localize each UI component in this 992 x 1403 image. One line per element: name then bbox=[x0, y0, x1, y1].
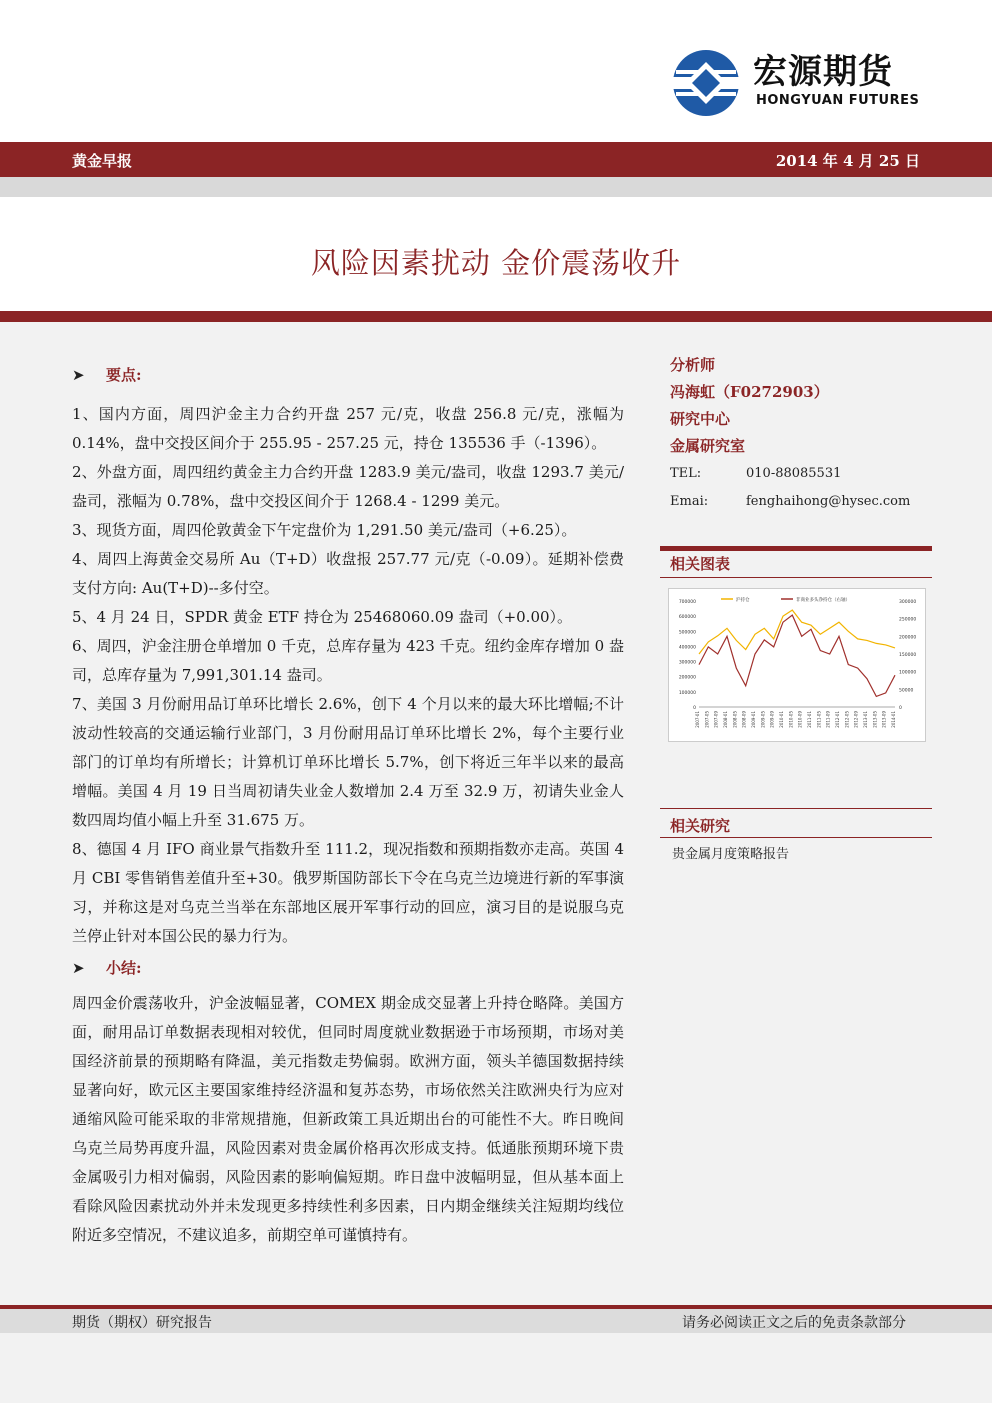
x-axis-tick-label: 2012-05 bbox=[844, 711, 850, 728]
report-type-band bbox=[0, 142, 992, 177]
band-shadow bbox=[0, 177, 992, 197]
series-line bbox=[699, 615, 895, 696]
arrow-bullet-icon: ➤ bbox=[72, 366, 85, 384]
right-axis-tick-label: 250000 bbox=[899, 617, 917, 623]
x-axis-tick-label: 2010-05 bbox=[788, 711, 794, 728]
right-axis-tick-label: 100000 bbox=[899, 670, 917, 676]
related-chart bbox=[668, 588, 926, 742]
x-axis-tick-label: 2013-05 bbox=[872, 711, 878, 728]
right-axis-tick-label: 150000 bbox=[899, 653, 917, 658]
left-axis-tick-label: 700000 bbox=[678, 600, 696, 605]
key-point-item: 5、4 月 24 日，SPDR 黄金 ETF 持仓为 25468060.09 盎司（+0.00）。 bbox=[72, 608, 573, 626]
research-heading-rule bbox=[660, 837, 932, 838]
main-column bbox=[72, 358, 624, 1250]
key-points-heading-label: 要点: bbox=[106, 366, 142, 384]
left-axis-tick-label: 500000 bbox=[678, 630, 696, 636]
right-axis-tick-label: 0 bbox=[899, 706, 902, 711]
key-point-item: 7、美国 3 月份耐用品订单环比增长 2.6%，创下 4 个月以来的最大环比增幅;不计波动性较高的交通运输行业部门，3 月份耐用品订单环比增长 2%，每个主要行业部门的订单均有所增长；计算机订单环比增长 5.7%，创下将近三年半以来的最高增幅。美国 4 月 19 日当周初请失业金人数增加 2.4 万至 32.9 万，初请失业金人数四周均值小幅上升至 31.675 万。 bbox=[72, 695, 624, 829]
research-dept: 金属研究室 bbox=[670, 437, 746, 455]
footer-left-text: 期货（期权）研究报告 bbox=[72, 1315, 212, 1331]
email-value[interactable]: fenghaihong@hysec.com bbox=[746, 494, 911, 509]
research-center: 研究中心 bbox=[670, 410, 731, 428]
left-axis-tick-label: 100000 bbox=[678, 690, 696, 696]
x-axis-tick-label: 2008-09 bbox=[741, 711, 747, 728]
sidebar bbox=[670, 352, 932, 516]
report-title: 风险因素扰动 金价震荡收升 bbox=[310, 246, 682, 280]
left-axis-tick-label: 600000 bbox=[678, 615, 696, 621]
right-axis-tick-label: 300000 bbox=[899, 600, 917, 605]
key-point-item: 1、国内方面，周四沪金主力合约开盘 257 元/克，收盘 256.8 元/克，涨幅为 0.14%，盘中交投区间介于 255.95 - 257.25 元，持仓 135536 手（-1396）。 bbox=[72, 405, 624, 452]
chart-section-bar bbox=[660, 546, 932, 551]
contact-tel bbox=[670, 460, 932, 488]
left-axis-tick-label: 0 bbox=[693, 706, 696, 711]
x-axis-tick-label: 2011-01 bbox=[807, 711, 812, 728]
brand-name-cn: 宏源期货 bbox=[753, 52, 893, 92]
chart-heading-rule bbox=[660, 577, 932, 578]
hongyuan-logo-icon bbox=[673, 50, 739, 116]
chart-heading: 相关图表 bbox=[670, 555, 731, 573]
contact-email bbox=[670, 488, 932, 516]
brand-name-en: HONGYUAN FUTURES bbox=[756, 93, 920, 108]
key-point-item: 2、外盘方面，周四纽约黄金主力合约开盘 1283.9 美元/盎司，收盘 1293.7 美元/盎司，涨幅为 0.78%，盘中交投区间介于 1268.4 - 1299 美元。 bbox=[72, 463, 624, 510]
key-point-item: 8、德国 4 月 IFO 商业景气指数升至 111.2，现况指数和预期指数亦走高。英国 4 月 CBI 零售销售差值升至+30。俄罗斯国防部长下令在乌克兰边境进行新的军事演习，并称这是对乌克兰当举在东部地区展开军事行动的回应，演习目的是说服乌克兰停止针对本国公民的暴力行为。 bbox=[72, 840, 624, 945]
x-axis-tick-label: 2013-09 bbox=[881, 711, 887, 728]
title-divider bbox=[0, 311, 992, 322]
tel-value: 010-88085531 bbox=[746, 466, 842, 481]
x-axis-tick-label: 2012-01 bbox=[835, 711, 840, 728]
report-date: 2014 年 4 月 25 日 bbox=[775, 152, 920, 170]
x-axis-tick-label: 2009-05 bbox=[760, 711, 766, 728]
right-axis-tick-label: 50000 bbox=[899, 688, 914, 694]
page-header bbox=[0, 0, 992, 142]
research-item[interactable]: 贵金属月度策略报告 bbox=[672, 847, 790, 862]
x-axis-tick-label: 2007-01 bbox=[695, 711, 700, 728]
x-axis-tick-label: 2009-01 bbox=[751, 711, 756, 728]
x-axis-tick-label: 2007-05 bbox=[704, 711, 710, 728]
research-heading: 相关研究 bbox=[670, 817, 731, 835]
page-footer bbox=[0, 1309, 992, 1333]
tel-label: TEL: bbox=[670, 466, 702, 481]
x-axis-tick-label: 2014-01 bbox=[891, 711, 896, 728]
title-area bbox=[0, 197, 992, 311]
x-axis-tick-label: 2008-05 bbox=[732, 711, 738, 728]
x-axis-tick-label: 2013-01 bbox=[863, 711, 868, 728]
right-axis-tick-label: 200000 bbox=[899, 635, 917, 641]
research-top-rule bbox=[660, 808, 932, 809]
analyst-name: 冯海虹（F0272903） bbox=[670, 383, 829, 401]
summary-heading bbox=[72, 951, 624, 985]
left-axis-tick-label: 300000 bbox=[678, 660, 696, 666]
left-axis-tick-label: 400000 bbox=[678, 645, 696, 651]
x-axis-tick-label: 2011-05 bbox=[816, 711, 822, 728]
key-points-heading bbox=[72, 358, 624, 392]
x-axis-tick-label: 2010-09 bbox=[797, 711, 803, 728]
left-axis-tick-label: 200000 bbox=[678, 675, 696, 681]
summary-text: 周四金价震荡收升，沪金波幅显著，COMEX 期金成交显著上升持仓略降。美国方面，耐用品订单数据表现相对较优，但同时周度就业数据逊于市场预期，市场对美国经济前景的预期略有降温，美元指数走势偏弱。欧洲方面，领头羊德国数据持续显著向好，欧元区主要国家维持经济温和复苏态势，市场依然关注欧洲央行为应对通缩风险可能采取的非常规措施，但新政策工具近期出台的可能性不大。昨日晚间乌克兰局势再度升温，风险因素对贵金属价格再次形成支持。低通胀预期环境下贵金属吸引力相对偏弱，风险因素的影响偏短期。昨日盘中波幅明显，但从基本面上看除风险因素扰动外并未发现更多持续性利多因素，日内期金继续关注短期均线位附近多空情况，不建议追多，前期空单可谨慎持有。 bbox=[72, 994, 624, 1244]
footer-disclaimer-link: 请务必阅读正文之后的免责条款部分 bbox=[682, 1315, 906, 1331]
x-axis-tick-label: 2012-09 bbox=[853, 711, 859, 728]
summary-heading-label: 小结: bbox=[106, 959, 142, 977]
x-axis-tick-label: 2010-01 bbox=[779, 711, 784, 728]
arrow-bullet-icon: ➤ bbox=[72, 959, 85, 977]
legend-label: 非商业多头净持仓（右轴） bbox=[796, 598, 850, 603]
x-axis-tick-label: 2007-09 bbox=[713, 711, 719, 728]
key-point-item: 3、现货方面，周四伦敦黄金下午定盘价为 1,291.50 美元/盎司（+6.25）。 bbox=[72, 521, 577, 539]
x-axis-tick-label: 2008-01 bbox=[723, 711, 728, 728]
chart-svg bbox=[669, 589, 925, 741]
analyst-label: 分析师 bbox=[670, 356, 716, 374]
report-type: 黄金早报 bbox=[72, 152, 133, 170]
legend-label: 沪持仓 bbox=[736, 598, 750, 603]
x-axis-tick-label: 2011-09 bbox=[825, 711, 831, 728]
key-point-item: 4、周四上海黄金交易所 Au（T+D）收盘报 257.77 元/克（-0.09）。延期补偿费支付方向: Au(T+D)--多付空。 bbox=[72, 550, 624, 597]
x-axis-tick-label: 2009-09 bbox=[769, 711, 775, 728]
email-label: Emai: bbox=[670, 494, 709, 509]
key-point-item: 6、周四，沪金注册仓单增加 0 千克，总库存量为 423 千克。纽约金库存增加 0 盎司，总库存量为 7,991,301.14 盎司。 bbox=[72, 637, 624, 684]
series-line bbox=[699, 610, 895, 654]
